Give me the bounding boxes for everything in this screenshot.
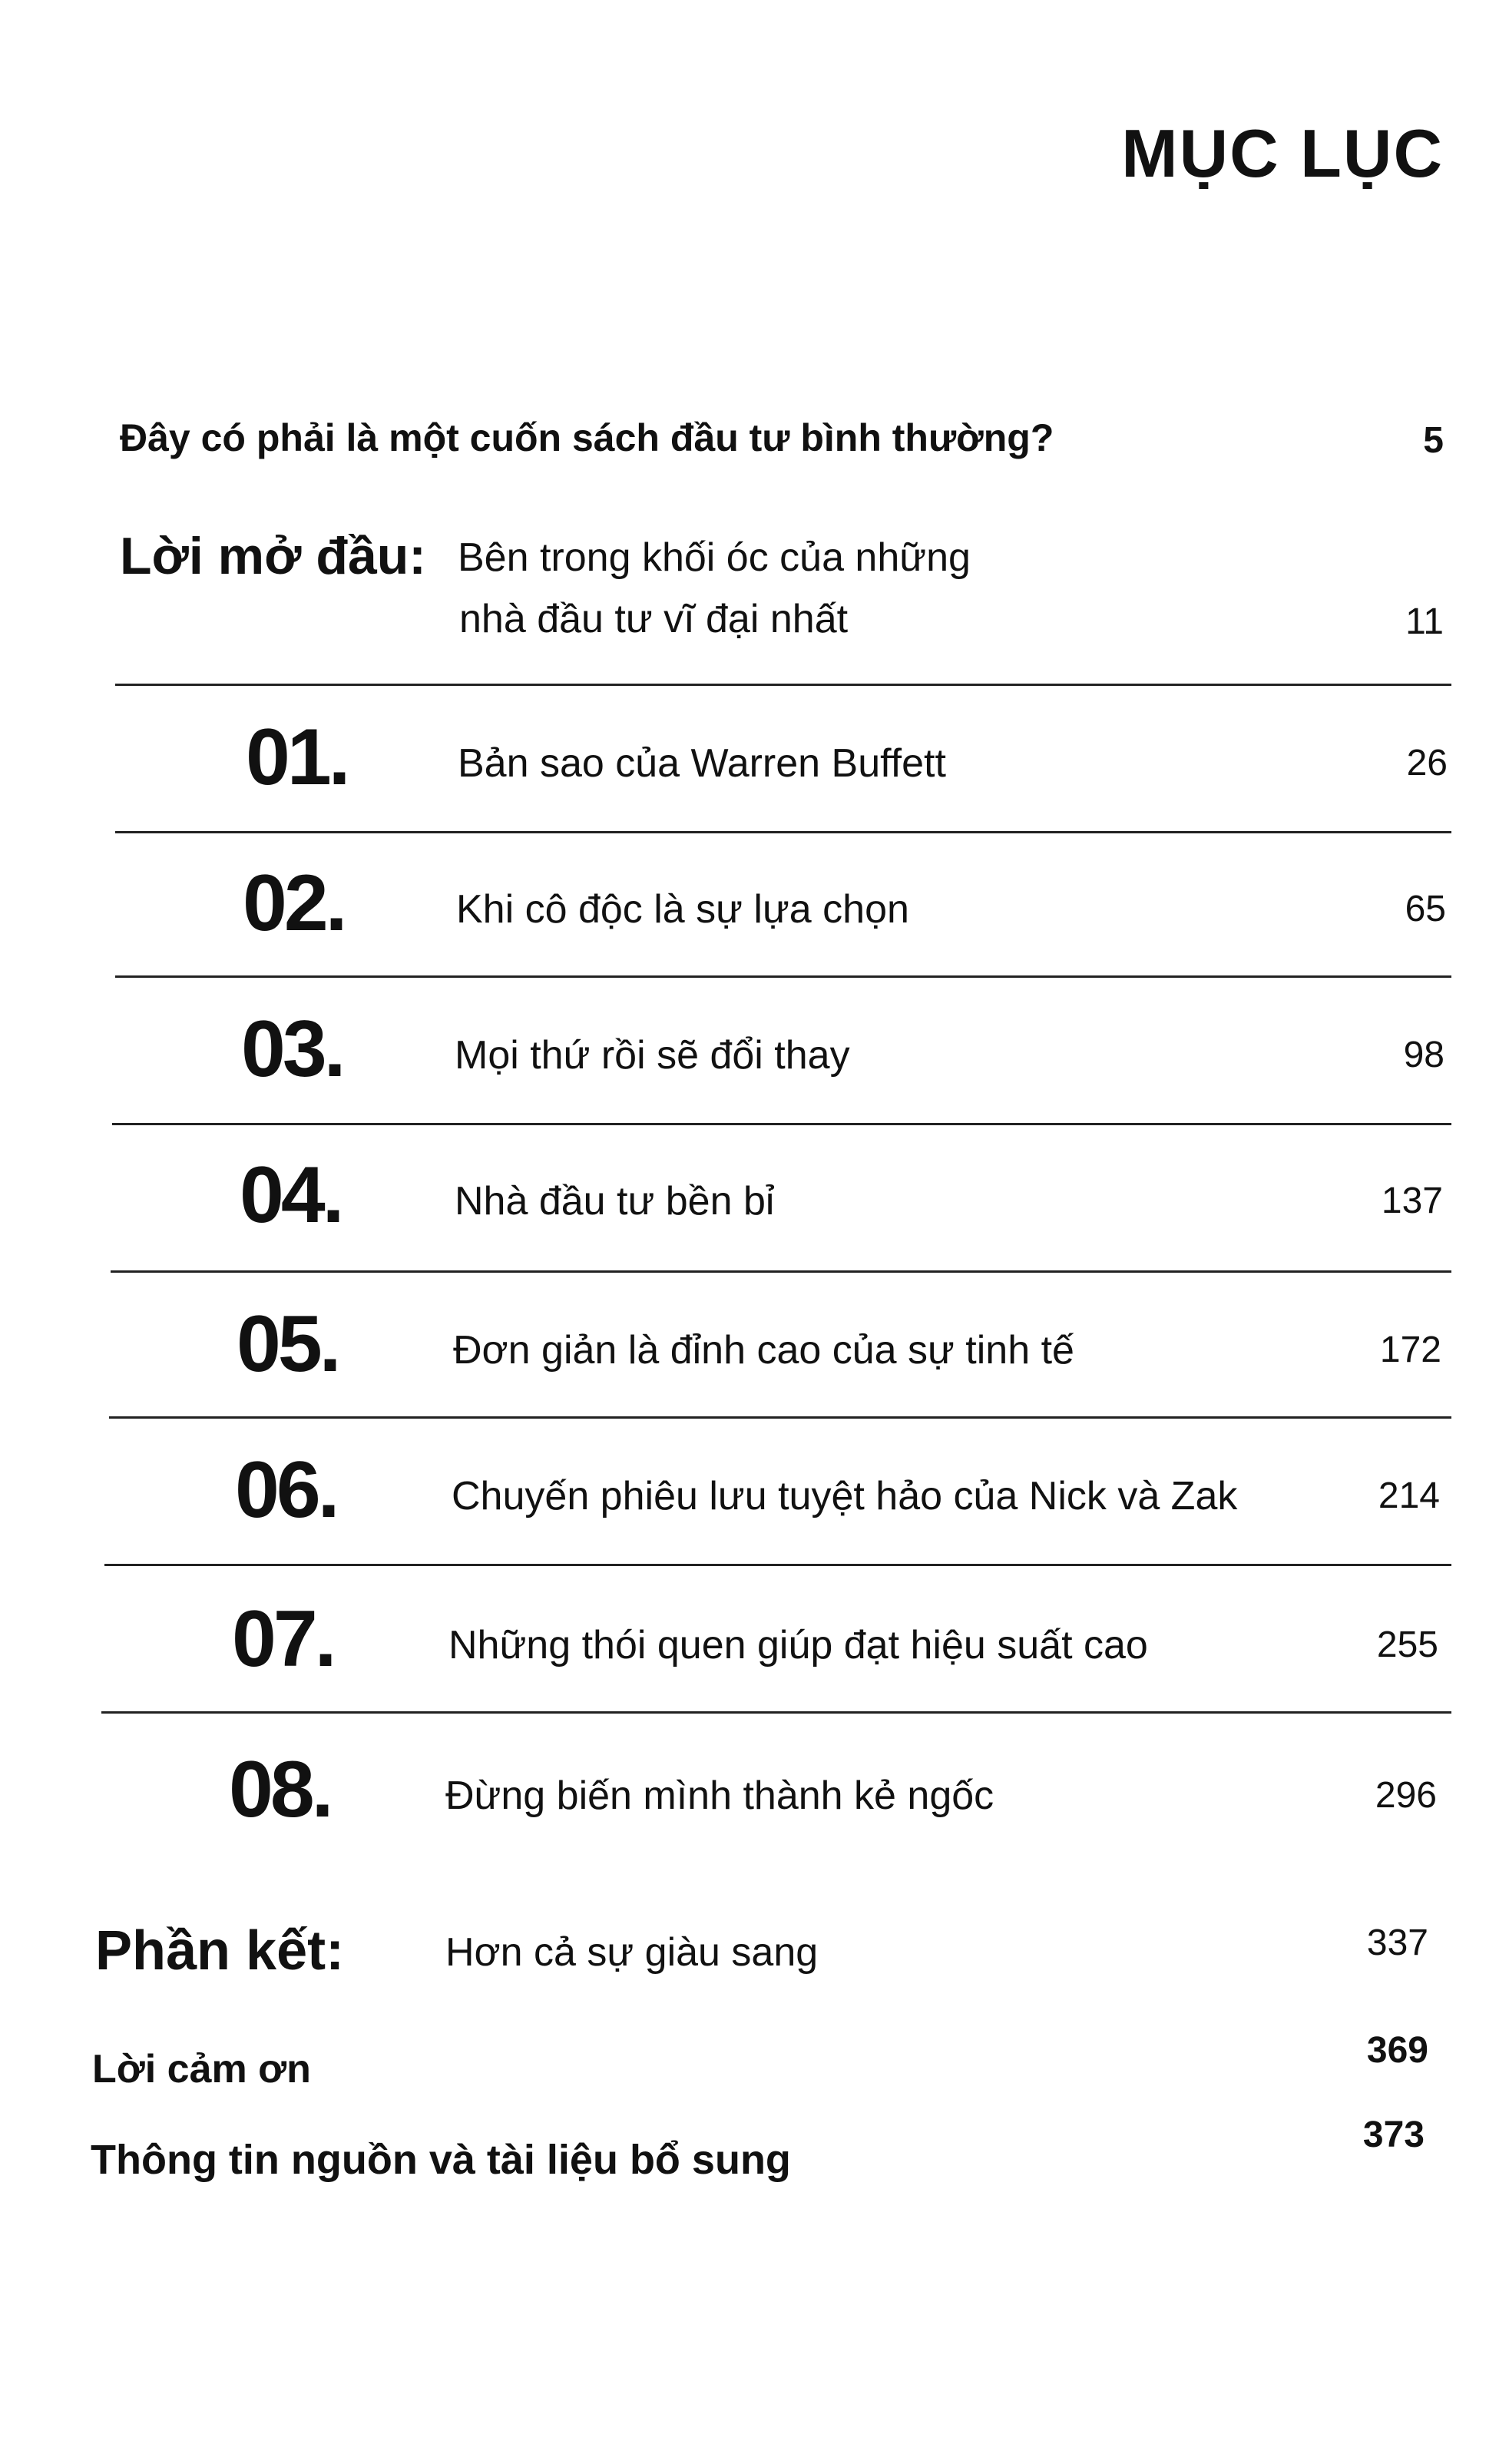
chapter-title: Bản sao của Warren Buffett xyxy=(458,741,946,786)
toc-entry-label: Đây có phải là một cuốn sách đầu tư bình thường? xyxy=(120,416,1054,459)
chapter-number: 06. xyxy=(235,1446,337,1535)
epilogue-page: 337 xyxy=(1366,1923,1428,1963)
chapter-number: 04. xyxy=(240,1151,342,1240)
acknowledgements-label: Lời cảm ơn xyxy=(92,2047,311,2091)
preface-label: Lời mở đầu: xyxy=(120,527,426,585)
chapter-number: 03. xyxy=(241,1005,343,1094)
acknowledgements-page: 369 xyxy=(1366,2030,1428,2071)
preface-title-line1: Bên trong khối óc của những xyxy=(458,535,971,580)
sources-label: Thông tin nguồn và tài liệu bổ sung xyxy=(91,2137,791,2183)
chapter-title: Đơn giản là đỉnh cao của sự tinh tế xyxy=(453,1328,1074,1373)
chapter-title: Khi cô độc là sự lựa chọn xyxy=(456,887,909,932)
chapter-title: Những thói quen giúp đạt hiệu suất cao xyxy=(448,1623,1148,1668)
chapter-number: 05. xyxy=(237,1300,339,1389)
toc-entry-page: 5 xyxy=(1423,420,1444,461)
divider-line xyxy=(115,975,1451,978)
chapter-title: Đừng biến mình thành kẻ ngốc xyxy=(445,1773,994,1818)
divider-line xyxy=(115,831,1451,833)
preface-title-line2: nhà đầu tư vĩ đại nhất xyxy=(459,597,849,641)
chapter-number: 02. xyxy=(243,859,345,948)
chapter-page: 65 xyxy=(1405,889,1446,929)
chapter-title: Mọi thứ rồi sẽ đổi thay xyxy=(455,1033,850,1078)
divider-line xyxy=(109,1416,1451,1419)
preface-page: 11 xyxy=(1405,601,1444,642)
chapter-page: 137 xyxy=(1381,1181,1443,1221)
chapter-number: 08. xyxy=(229,1745,331,1834)
chapter-title: Nhà đầu tư bền bỉ xyxy=(455,1179,775,1224)
chapter-page: 98 xyxy=(1403,1035,1444,1075)
chapter-page: 26 xyxy=(1406,743,1448,783)
chapter-page: 172 xyxy=(1379,1330,1441,1370)
chapter-page: 214 xyxy=(1378,1475,1440,1516)
divider-line xyxy=(111,1270,1451,1273)
chapter-title: Chuyến phiêu lưu tuyệt hảo của Nick và Zak xyxy=(452,1474,1238,1518)
page-title: MỤC LỤC xyxy=(1121,115,1444,191)
sources-page: 373 xyxy=(1362,2115,1425,2155)
divider-line xyxy=(101,1711,1451,1714)
chapter-page: 296 xyxy=(1375,1775,1437,1816)
divider-line xyxy=(104,1564,1451,1566)
chapter-number: 01. xyxy=(246,713,348,802)
epilogue-label: Phần kết: xyxy=(95,1920,345,1982)
epilogue-title: Hơn cả sự giàu sang xyxy=(445,1930,819,1975)
divider-line xyxy=(115,684,1451,686)
chapter-page: 255 xyxy=(1376,1624,1438,1665)
chapter-number: 07. xyxy=(232,1595,334,1684)
divider-line xyxy=(112,1123,1451,1125)
